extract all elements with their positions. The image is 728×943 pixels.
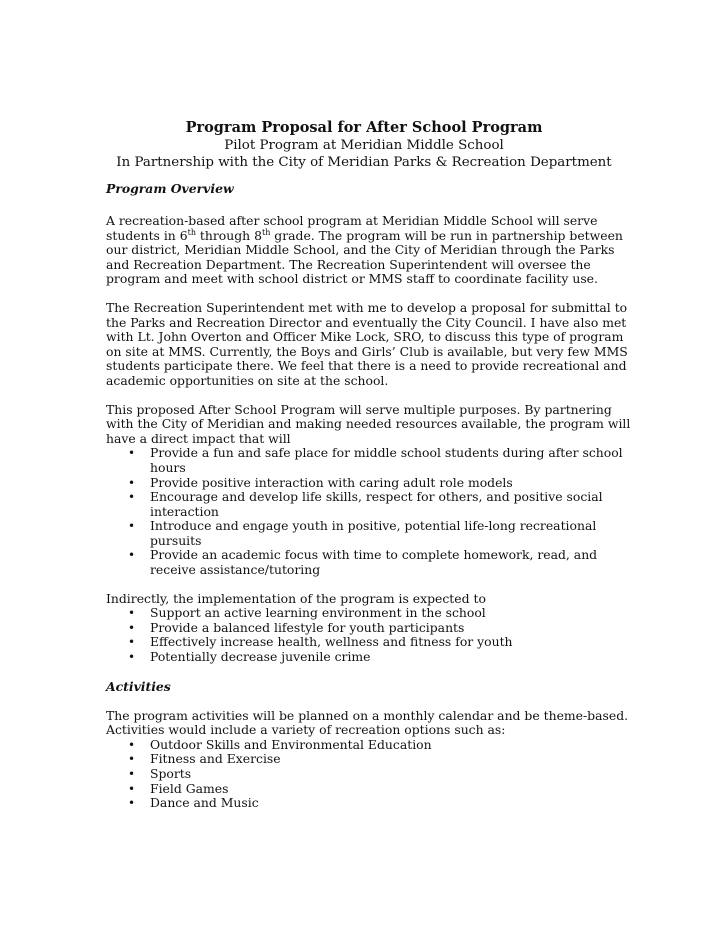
overview-paragraph-1: A recreation-based after school program at Meridian Middle School will serve students in 6th through 8th grade. The program will be run in partnership between our district, Meridian Middle School, and the City of Meridian through the Parks and Recreation Department. The Recreation Superintendent will oversee the program and meet with school district or MMS staff to coordinate facility use. [106,213,623,287]
bullet-icon: • [128,781,136,796]
list-item: • Outdoor Skills and Environmental Education [128,736,432,752]
list-item: • Sports [128,766,192,781]
bullet-icon: • [128,548,136,563]
list-item: • Dance and Music [128,795,259,811]
bullet-icon: • [128,767,136,781]
activities-list [106,738,636,811]
overview-paragraph-3: This proposed After School Program will serve multiple purposes. By partnering with the City of Meridian and making needed resources available, the program will have a direct impact that will [106,401,631,446]
bullet-icon: • [128,737,136,752]
section-heading-activities: Activities [106,678,171,694]
list-item: • Provide a fun and safe place for middle school students during after school hours [128,445,623,475]
bullet-icon: • [128,519,136,534]
activities-paragraph-1: The program activities will be planned on a monthly calendar and be theme-based. Activities would include a variety of recreation options such as: [106,707,629,738]
bullet-icon: • [128,650,136,665]
list-item: • Provide an academic focus with time to complete homework, read, and receive assistance/tutoring [128,547,598,578]
purposes-list [106,446,636,577]
document-subtitle: Pilot Program at Meridian Middle School [224,138,504,153]
overview-paragraph-2: The Recreation Superintendent met with me to develop a proposal for submittal to the Parks and Recreation Director and eventually the City Council. I have also met with Lt. John Overton and Officer Mike Lock, SRO, to discuss this type of program on site at MMS. Currently, the Boys and Girls’ Club is available, but very few MMS students participate there. We feel that there is a need to provide recreational and academic opportunities on site at the school. [106,299,628,388]
bullet-icon: • [128,606,136,621]
document-header [0,119,728,171]
list-item: • Effectively increase health, wellness and fitness for youth [128,634,513,650]
overview-paragraph-4: Indirectly, the implementation of the program is expected to [106,590,486,606]
bullet-icon: • [128,446,136,461]
list-item: • Fitness and Exercise [128,751,281,767]
bullet-icon: • [128,475,136,490]
bullet-icon: • [128,796,136,811]
bullet-icon: • [128,635,136,650]
list-item: • Support an active learning environment in the school [128,605,486,621]
list-item: • Potentially decrease juvenile crime [128,649,371,665]
bullet-icon: • [128,490,136,505]
section-heading-overview: Program Overview [106,181,234,196]
list-item: • Encourage and develop life skills, respect for others, and positive social interaction [128,489,603,519]
bullet-icon: • [128,620,136,635]
list-item: • Introduce and engage youth in positive, potential life-long recreational pursuits [128,518,597,548]
document-partnership-line: In Partnership with the City of Meridian Parks & Recreation Department [116,155,612,170]
list-item: • Provide a balanced lifestyle for youth participants [128,619,465,635]
indirect-benefits-list [106,606,636,664]
list-item: • Field Games [128,780,229,796]
list-item: • Provide positive interaction with caring adult role models [128,474,513,490]
document-title: Program Proposal for After School Program [185,119,543,136]
bullet-icon: • [128,752,136,767]
document-body [106,181,636,811]
